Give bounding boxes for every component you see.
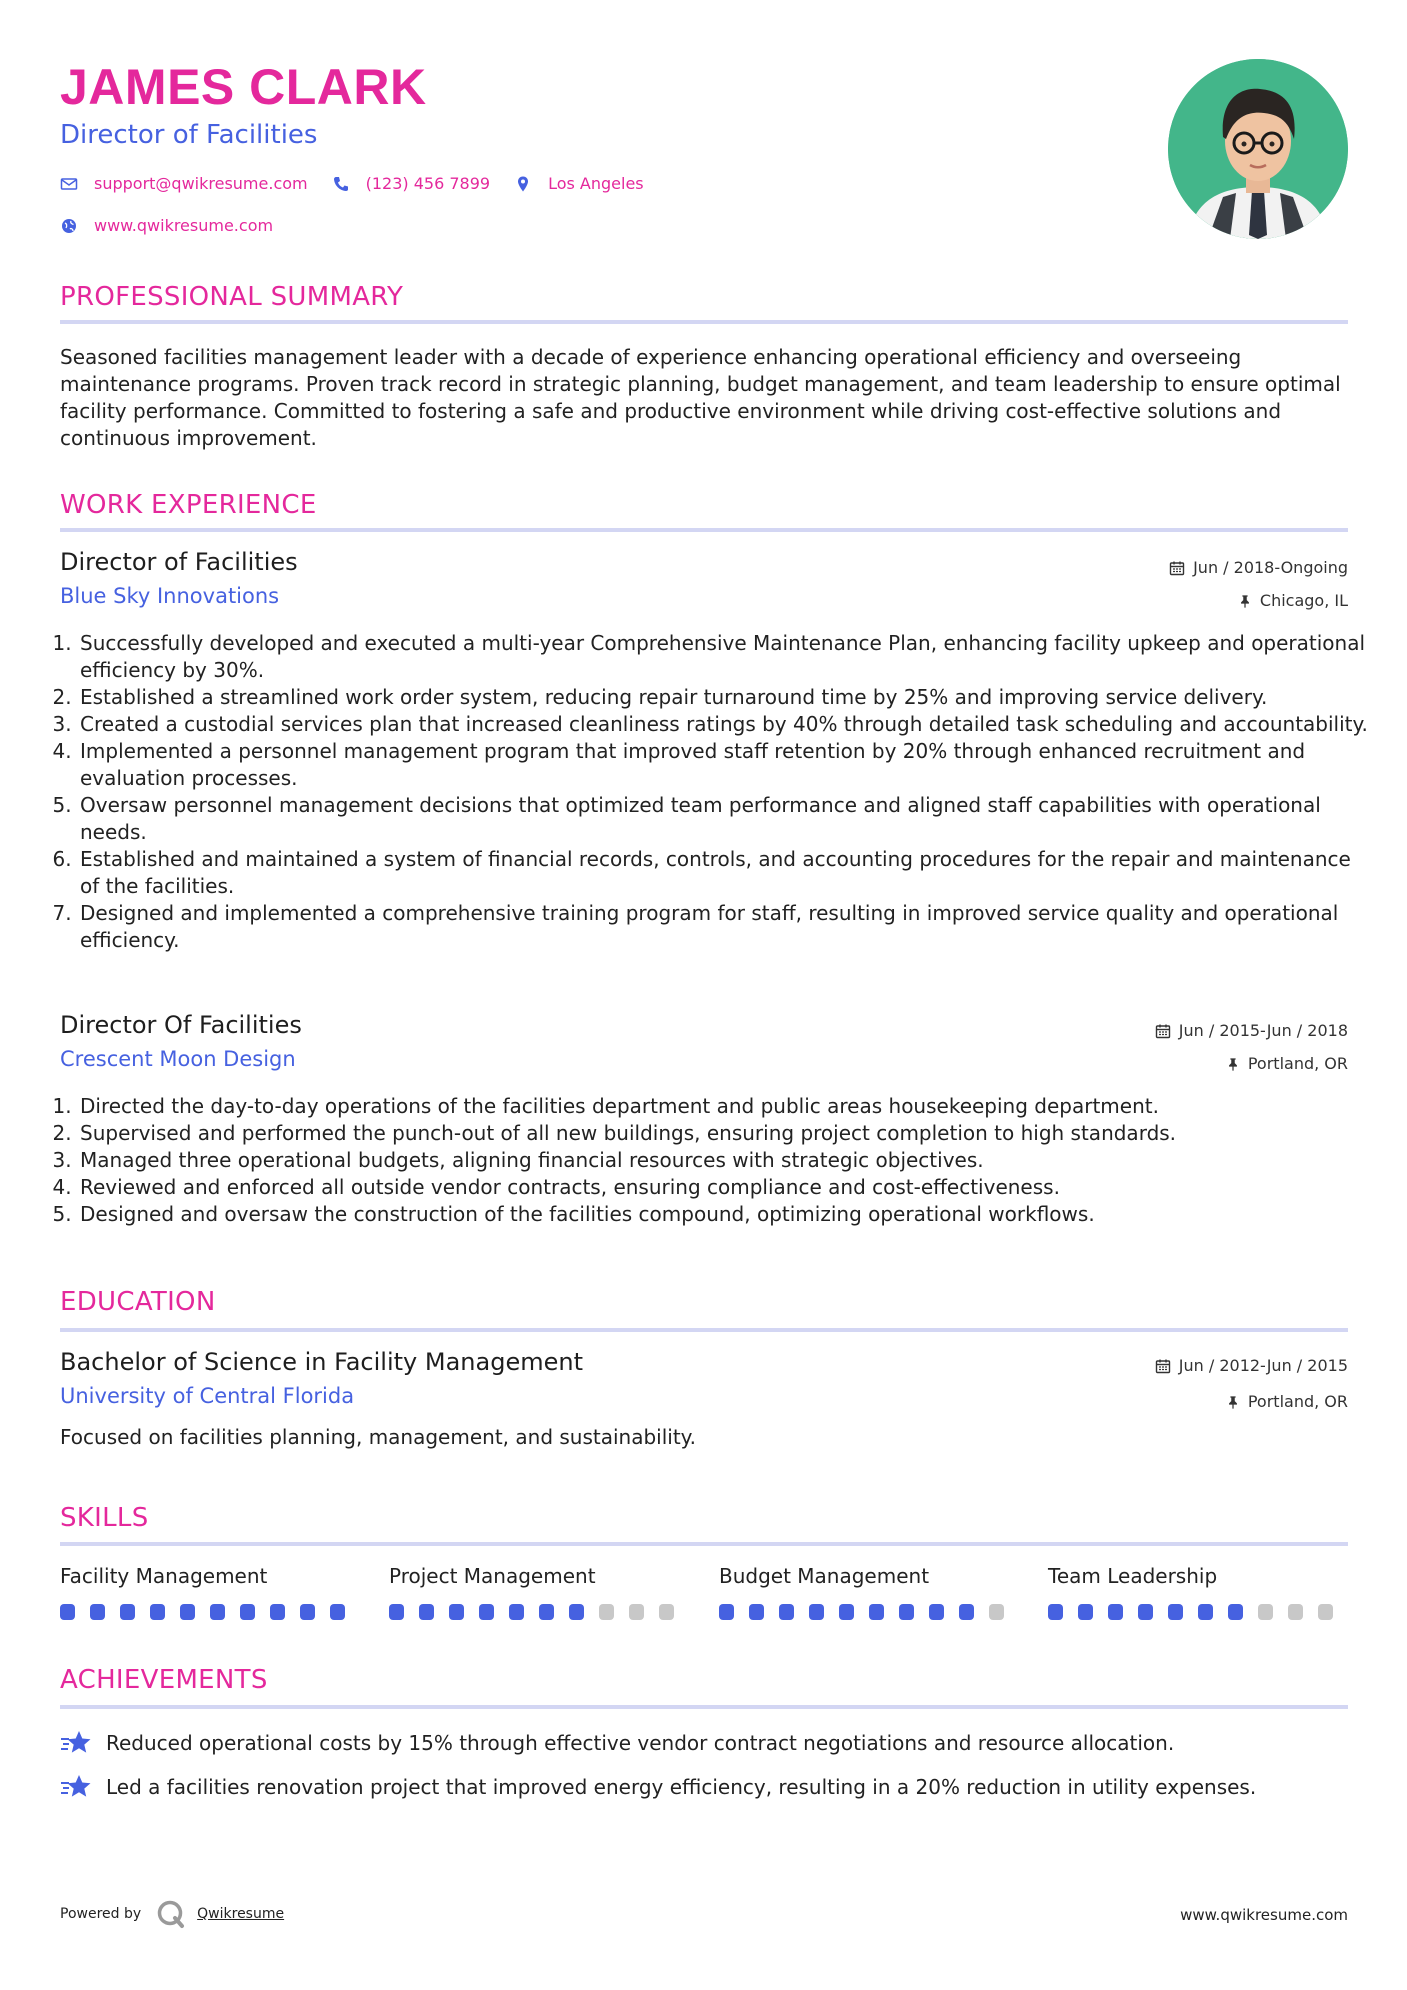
skill-level-dots bbox=[389, 1604, 689, 1620]
skill-dot-filled bbox=[809, 1604, 824, 1620]
job-bullets-2 bbox=[60, 1093, 1368, 1228]
skill-dot-empty bbox=[659, 1604, 674, 1620]
job-bullets-1 bbox=[60, 630, 1368, 954]
skill-item bbox=[389, 1564, 689, 1620]
job-company: Crescent Moon Design bbox=[60, 1047, 296, 1071]
job-dates-text: Jun / 2015-Jun / 2018 bbox=[1178, 1021, 1348, 1040]
achievement-text: Led a facilities renovation project that improved energy efficiency, resulting in a 20% reduction in utility expenses. bbox=[106, 1775, 1257, 1799]
skill-dot-filled bbox=[959, 1604, 974, 1620]
skill-dot-filled bbox=[479, 1604, 494, 1620]
skill-dot-filled bbox=[1138, 1604, 1153, 1620]
skill-dot-filled bbox=[300, 1604, 315, 1620]
skill-name: Budget Management bbox=[719, 1564, 930, 1588]
profile-photo bbox=[1168, 59, 1348, 239]
star-icon bbox=[60, 1729, 92, 1757]
website-text[interactable]: www.qwikresume.com bbox=[94, 216, 274, 235]
globe-icon bbox=[60, 217, 78, 235]
calendar-icon bbox=[1155, 1023, 1171, 1039]
achievement-text: Reduced operational costs by 15% through effective vendor contract negotiations and resource allocation. bbox=[106, 1731, 1175, 1755]
skill-level-dots bbox=[60, 1604, 360, 1620]
job-location bbox=[1226, 1054, 1348, 1073]
skill-dot-filled bbox=[929, 1604, 944, 1620]
location-text: Los Angeles bbox=[548, 174, 644, 193]
list-item: 2. Supervised and performed the punch-out of all new buildings, ensuring project completion to high standards. bbox=[78, 1120, 1368, 1147]
job-dates-text: Jun / 2018-Ongoing bbox=[1193, 558, 1348, 577]
job-entry-header bbox=[60, 548, 1348, 608]
education-dates-text: Jun / 2012-Jun / 2015 bbox=[1178, 1356, 1348, 1375]
degree-title: Bachelor of Science in Facility Management bbox=[60, 1348, 583, 1376]
skill-dot-filled bbox=[539, 1604, 554, 1620]
summary-divider bbox=[60, 320, 1348, 324]
skill-dot-filled bbox=[869, 1604, 884, 1620]
list-item: 4. Reviewed and enforced all outside vendor contracts, ensuring compliance and cost-effectiveness. bbox=[78, 1174, 1368, 1201]
skill-item bbox=[60, 1564, 360, 1620]
skill-dot-filled bbox=[210, 1604, 225, 1620]
summary-heading: PROFESSIONAL SUMMARY bbox=[60, 282, 404, 312]
skill-dot-empty bbox=[1288, 1604, 1303, 1620]
list-item: 1. Successfully developed and executed a multi-year Comprehensive Maintenance Plan, enhancing facility upkeep and operational efficiency by 30%. bbox=[78, 630, 1368, 684]
skill-dot-filled bbox=[1078, 1604, 1093, 1620]
achievement-item bbox=[60, 1729, 1174, 1757]
skill-dot-filled bbox=[1168, 1604, 1183, 1620]
pushpin-icon bbox=[1226, 1394, 1240, 1410]
skill-level-dots bbox=[719, 1604, 1019, 1620]
skill-dot-filled bbox=[270, 1604, 285, 1620]
skill-dot-filled bbox=[330, 1604, 345, 1620]
star-icon bbox=[60, 1773, 92, 1801]
job-location-text: Chicago, IL bbox=[1259, 591, 1348, 610]
skill-dot-empty bbox=[629, 1604, 644, 1620]
skill-dot-filled bbox=[839, 1604, 854, 1620]
skill-dot-empty bbox=[1258, 1604, 1273, 1620]
pushpin-icon bbox=[1238, 593, 1252, 609]
skill-dot-filled bbox=[749, 1604, 764, 1620]
skill-dot-filled bbox=[719, 1604, 734, 1620]
skill-dot-filled bbox=[779, 1604, 794, 1620]
calendar-icon bbox=[1169, 560, 1185, 576]
list-item: 2. Established a streamlined work order system, reducing repair turnaround time by 25% and improving service delivery. bbox=[78, 684, 1368, 711]
avatar-illustration-icon bbox=[1168, 59, 1348, 239]
skill-name: Facility Management bbox=[60, 1564, 268, 1588]
skill-dot-filled bbox=[509, 1604, 524, 1620]
job-role: Director of Facilities bbox=[60, 548, 298, 576]
skill-dot-filled bbox=[60, 1604, 75, 1620]
list-item: 5. Designed and oversaw the construction of the facilities compound, optimizing operational workflows. bbox=[78, 1201, 1368, 1228]
qwikresume-logo-icon bbox=[155, 1898, 187, 1930]
skill-dot-empty bbox=[599, 1604, 614, 1620]
location-item bbox=[514, 174, 644, 193]
job-dates bbox=[1155, 1021, 1348, 1040]
candidate-name: JAMES CLARK bbox=[60, 59, 427, 115]
skill-dot-filled bbox=[1108, 1604, 1123, 1620]
skill-dot-empty bbox=[989, 1604, 1004, 1620]
achievements-heading: ACHIEVEMENTS bbox=[60, 1665, 268, 1695]
job-entry-header bbox=[60, 1011, 1348, 1071]
skill-dot-filled bbox=[1228, 1604, 1243, 1620]
footer-powered-by bbox=[60, 1898, 284, 1930]
phone-text[interactable]: (123) 456 7899 bbox=[365, 174, 491, 193]
qwikresume-link[interactable]: Qwikresume bbox=[197, 1906, 285, 1922]
list-item: 4. Implemented a personnel management program that improved staff retention by 20% through enhanced recruitment and evaluation processes. bbox=[78, 738, 1368, 792]
skill-name: Project Management bbox=[389, 1564, 596, 1588]
experience-divider bbox=[60, 528, 1348, 532]
job-company: Blue Sky Innovations bbox=[60, 584, 280, 608]
skill-dot-filled bbox=[180, 1604, 195, 1620]
contact-row bbox=[60, 174, 668, 193]
experience-heading: WORK EXPERIENCE bbox=[60, 490, 317, 520]
phone-icon bbox=[332, 175, 350, 193]
skill-dot-filled bbox=[1198, 1604, 1213, 1620]
achievement-item bbox=[60, 1773, 1256, 1801]
skills-divider bbox=[60, 1542, 1348, 1546]
pushpin-icon bbox=[1226, 1056, 1240, 1072]
school-name: University of Central Florida bbox=[60, 1384, 355, 1408]
education-location bbox=[1226, 1392, 1348, 1411]
education-divider bbox=[60, 1328, 1348, 1332]
calendar-icon bbox=[1155, 1358, 1171, 1374]
list-item: 3. Managed three operational budgets, aligning financial resources with strategic objectives. bbox=[78, 1147, 1368, 1174]
list-item: 7. Designed and implemented a comprehensive training program for staff, resulting in improved service quality and operational efficiency. bbox=[78, 900, 1368, 954]
website-row bbox=[60, 216, 297, 235]
list-item: 5. Oversaw personnel management decisions that optimized team performance and aligned staff capabilities with operational needs. bbox=[78, 792, 1368, 846]
skill-dot-filled bbox=[569, 1604, 584, 1620]
skill-dot-empty bbox=[1318, 1604, 1333, 1620]
candidate-title: Director of Facilities bbox=[60, 120, 318, 150]
skill-dot-filled bbox=[899, 1604, 914, 1620]
phone-item[interactable] bbox=[332, 174, 490, 193]
website-item[interactable] bbox=[60, 216, 273, 235]
achievements-divider bbox=[60, 1705, 1348, 1709]
skill-dot-filled bbox=[1048, 1604, 1063, 1620]
skill-dot-filled bbox=[90, 1604, 105, 1620]
skill-dot-filled bbox=[389, 1604, 404, 1620]
envelope-icon bbox=[60, 175, 78, 193]
list-item: 1. Directed the day-to-day operations of the facilities department and public areas housekeeping department. bbox=[78, 1093, 1368, 1120]
skill-dot-filled bbox=[419, 1604, 434, 1620]
summary-text: Seasoned facilities management leader with a decade of experience enhancing operational efficiency and overseeing maintenance programs. Proven track record in strategic planning, budget management, and team leadership to ensure optimal facility performance. Committed to fostering a safe and productive environment while driving cost-effective solutions and continuous improvement. bbox=[60, 345, 1341, 450]
email-text[interactable]: support@qwikresume.com bbox=[94, 174, 308, 193]
skill-level-dots bbox=[1048, 1604, 1348, 1620]
skill-item bbox=[719, 1564, 1019, 1620]
education-entry-header bbox=[60, 1348, 1348, 1411]
skill-dot-filled bbox=[150, 1604, 165, 1620]
job-location-text: Portland, OR bbox=[1247, 1054, 1348, 1073]
list-item: 6. Established and maintained a system of financial records, controls, and accounting procedures for the repair and maintenance of the facilities. bbox=[78, 846, 1368, 900]
skill-dot-filled bbox=[449, 1604, 464, 1620]
skill-name: Team Leadership bbox=[1048, 1564, 1218, 1588]
education-location-text: Portland, OR bbox=[1247, 1392, 1348, 1411]
map-pin-icon bbox=[514, 175, 532, 193]
skills-heading: SKILLS bbox=[60, 1503, 149, 1533]
job-role: Director Of Facilities bbox=[60, 1011, 302, 1039]
education-dates bbox=[1155, 1356, 1348, 1375]
education-description: Focused on facilities planning, management, and sustainability. bbox=[60, 1425, 697, 1449]
footer-website[interactable]: www.qwikresume.com bbox=[1180, 1906, 1348, 1924]
skill-dot-filled bbox=[240, 1604, 255, 1620]
powered-by-label: Powered by bbox=[60, 1906, 142, 1922]
job-dates bbox=[1169, 558, 1348, 577]
job-location bbox=[1238, 591, 1348, 610]
list-item: 3. Created a custodial services plan that increased cleanliness ratings by 40% through detailed task scheduling and accountability. bbox=[78, 711, 1368, 738]
email-item[interactable] bbox=[60, 174, 308, 193]
education-heading: EDUCATION bbox=[60, 1287, 216, 1317]
skill-item bbox=[1048, 1564, 1348, 1620]
skill-dot-filled bbox=[120, 1604, 135, 1620]
